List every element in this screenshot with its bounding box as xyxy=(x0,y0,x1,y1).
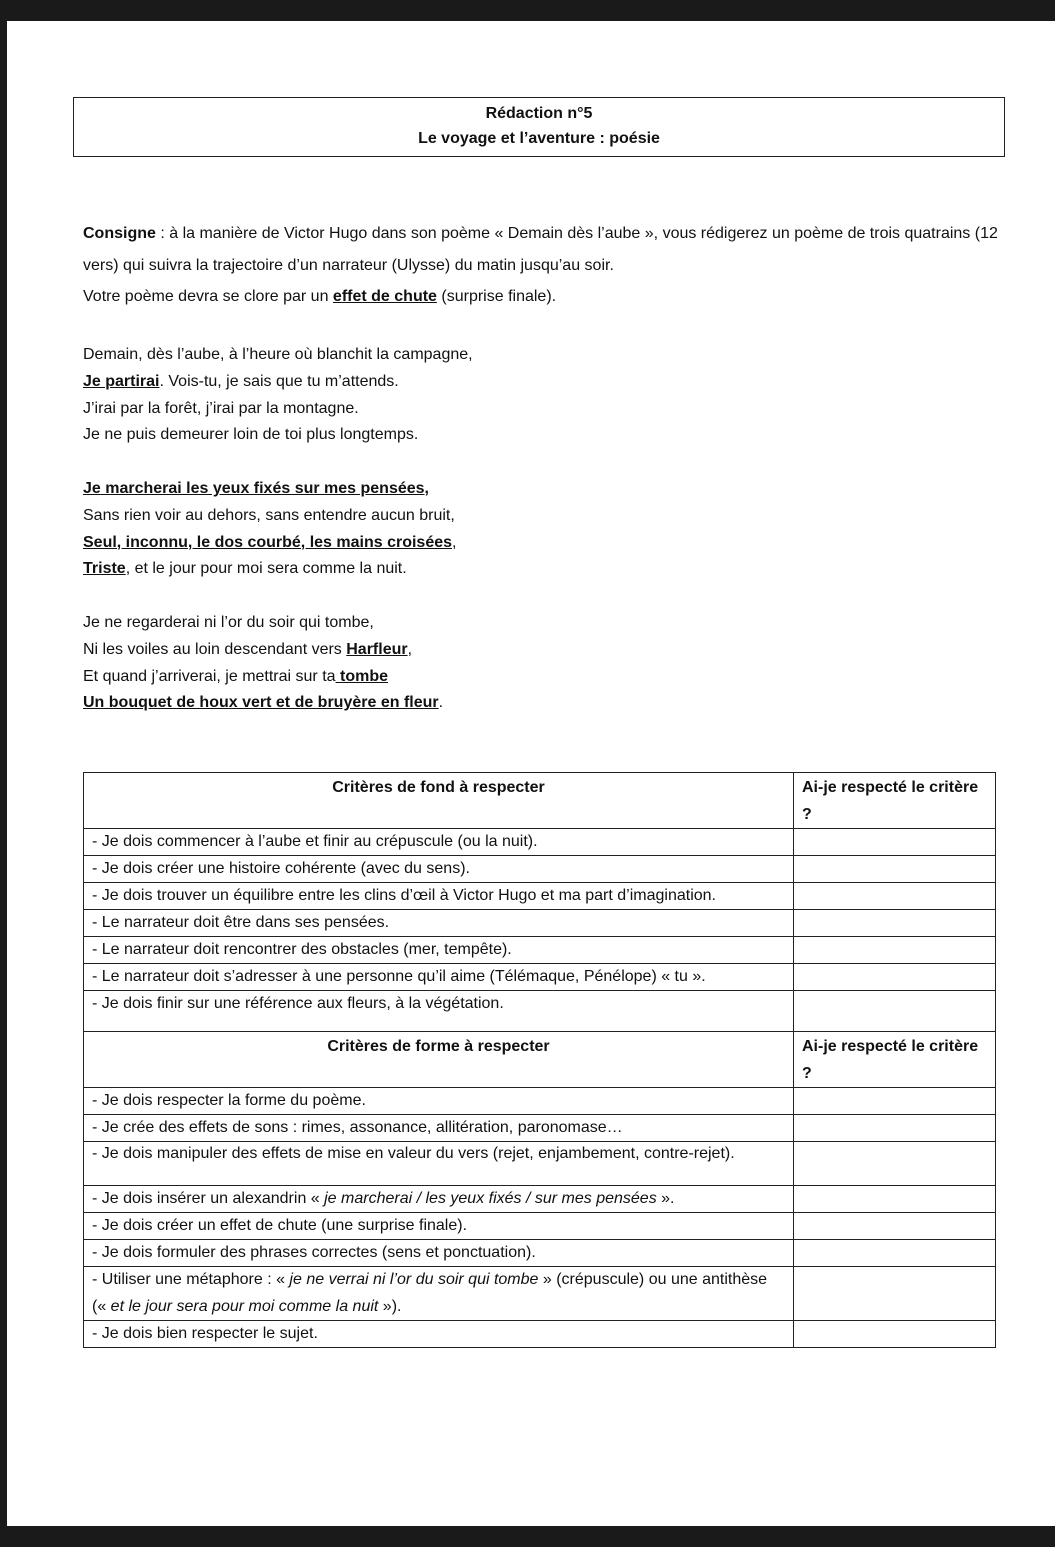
criterion-quote: je ne verrai ni l’or du soir qui tombe xyxy=(289,1271,539,1288)
criterion xyxy=(84,1267,794,1321)
criterion: - Je crée des effets de sons : rimes, assonance, allitération, paronomase… xyxy=(84,1115,794,1142)
underlined-phrase: Triste xyxy=(83,560,126,578)
poem-text: . xyxy=(438,694,444,712)
underlined-phrase: Je partirai xyxy=(83,372,160,390)
criterion: - Le narrateur doit rencontrer des obstacles (mer, tempête). xyxy=(84,937,794,964)
instructions-text: : à la manière de Victor Hugo dans son poème « Demain dès l’aube », vous rédigerez un poème de trois quatrains (12 vers) qui suivra la trajectoire d’un narrateur (Ulysse) du matin jusqu’au soir. xyxy=(83,225,998,274)
table-row xyxy=(84,1115,996,1142)
poem-text: , xyxy=(407,640,413,658)
criterion: - Le narrateur doit être dans ses pensées. xyxy=(84,910,794,937)
poem-line xyxy=(83,369,473,396)
table-row xyxy=(84,937,996,964)
poem-line xyxy=(83,556,456,583)
criterion-text: »). xyxy=(378,1297,402,1315)
poem-stanza-1 xyxy=(83,342,473,449)
criterion: - Je dois commencer à l’aube et finir au crépuscule (ou la nuit). xyxy=(84,829,794,856)
table-row xyxy=(84,1088,996,1115)
criterion: - Je dois respecter la forme du poème. xyxy=(84,1088,794,1115)
check-cell[interactable] xyxy=(794,1321,996,1348)
instructions-end-2: (surprise finale). xyxy=(436,288,557,305)
poem-line: Je marcherai les yeux fixés sur mes pensées, xyxy=(83,480,429,497)
check-cell[interactable] xyxy=(794,1186,996,1213)
criterion: - Je dois finir sur une référence aux fleurs, à la végétation. xyxy=(84,991,794,1032)
table-row xyxy=(84,856,996,883)
table-row xyxy=(84,1240,996,1267)
document-page xyxy=(7,21,1055,1526)
forme-header: Critères de forme à respecter xyxy=(84,1032,794,1088)
criterion: - Je dois formuler des phrases correctes (sens et ponctuation). xyxy=(84,1240,794,1267)
check-cell[interactable] xyxy=(794,964,996,991)
poem-text: . Vois-tu, je sais que tu m’attends. xyxy=(159,372,399,390)
poem-line xyxy=(83,530,456,557)
table-row xyxy=(84,1213,996,1240)
table-row xyxy=(84,1321,996,1348)
poem-line xyxy=(83,637,443,664)
poem-stanza-2 xyxy=(83,476,456,583)
criterion-text: - Utiliser une métaphore : « xyxy=(92,1271,290,1288)
table-row xyxy=(84,883,996,910)
criterion xyxy=(84,1186,794,1213)
table-row xyxy=(84,829,996,856)
table-header-row xyxy=(84,773,996,829)
table-row xyxy=(84,1142,996,1186)
fond-header: Critères de fond à respecter xyxy=(84,773,794,829)
poem-text: Ni les voiles au loin descendant vers xyxy=(83,640,347,658)
check-cell[interactable] xyxy=(794,1213,996,1240)
table-row xyxy=(84,910,996,937)
poem-line: Demain, dès l’aube, à l’heure où blanchit la campagne, xyxy=(83,346,473,363)
table-row xyxy=(84,964,996,991)
check-cell[interactable] xyxy=(794,1088,996,1115)
underlined-phrase: Un bouquet de houx vert et de bruyère en fleur xyxy=(83,694,439,712)
table-header-row xyxy=(84,1032,996,1088)
check-cell[interactable] xyxy=(794,1240,996,1267)
assignment-number: Rédaction n°5 xyxy=(485,105,593,122)
check-header: Ai-je respecté le critère ? xyxy=(794,773,996,829)
check-cell[interactable] xyxy=(794,1267,996,1321)
title-box xyxy=(73,97,1005,157)
poem-line xyxy=(83,690,443,717)
criterion: - Je dois créer un effet de chute (une surprise finale). xyxy=(84,1213,794,1240)
poem-line: Je ne puis demeurer loin de toi plus longtemps. xyxy=(83,426,419,444)
check-cell[interactable] xyxy=(794,937,996,964)
poem-line: Je ne regarderai ni l’or du soir qui tombe, xyxy=(83,614,374,631)
table-row xyxy=(84,1267,996,1321)
poem-text: Et quand j’arriverai, je mettrai sur ta xyxy=(83,667,336,685)
criterion-text: - Je dois insérer un alexandrin « xyxy=(92,1190,325,1207)
criterion: - Je dois créer une histoire cohérente (avec du sens). xyxy=(84,856,794,883)
poem-text: , et le jour pour moi sera comme la nuit. xyxy=(125,560,407,578)
check-cell[interactable] xyxy=(794,910,996,937)
underlined-phrase: Seul, inconnu, le dos courbé, les mains croisées xyxy=(83,533,453,551)
underlined-phrase: tombe xyxy=(335,667,388,685)
poem-stanza-3 xyxy=(83,610,443,717)
check-cell[interactable] xyxy=(794,883,996,910)
table-row xyxy=(84,991,996,1032)
check-cell[interactable] xyxy=(794,1142,996,1186)
criterion-quote: et le jour sera pour moi comme la nuit xyxy=(110,1297,379,1315)
poem-text: , xyxy=(452,533,457,551)
criterion: - Le narrateur doit s’adresser à une personne qu’il aime (Télémaque, Pénélope) « tu ». xyxy=(84,964,794,991)
criteria-table xyxy=(83,772,996,1348)
criterion-quote: je marcherai / les yeux fixés / sur mes pensées xyxy=(324,1190,657,1207)
check-header: Ai-je respecté le critère ? xyxy=(794,1032,996,1088)
check-cell[interactable] xyxy=(794,829,996,856)
instructions-end: Votre poème devra se clore par un xyxy=(83,288,333,305)
poem-line: J’irai par la forêt, j’irai par la montagne. xyxy=(83,399,359,417)
criterion-text: ». xyxy=(656,1190,675,1207)
instructions-label: Consigne xyxy=(83,225,156,242)
check-cell[interactable] xyxy=(794,1115,996,1142)
table-row xyxy=(84,1186,996,1213)
criterion: - Je dois bien respecter le sujet. xyxy=(84,1321,794,1348)
underlined-phrase: Harfleur xyxy=(346,640,408,658)
instructions xyxy=(83,218,1023,313)
poem-line xyxy=(83,664,443,691)
criterion: - Je dois manipuler des effets de mise en valeur du vers (rejet, enjambement, contre-rejet). xyxy=(84,1142,794,1186)
criterion-text: » (crépuscule) ou une antithèse (« xyxy=(92,1271,768,1315)
check-cell[interactable] xyxy=(794,991,996,1032)
assignment-theme: Le voyage et l’aventure : poésie xyxy=(418,130,660,147)
poem-line: Sans rien voir au dehors, sans entendre aucun bruit, xyxy=(83,506,455,524)
check-cell[interactable] xyxy=(794,856,996,883)
criterion: - Je dois trouver un équilibre entre les clins d’œil à Victor Hugo et ma part d’imagination. xyxy=(84,883,794,910)
effet-de-chute: effet de chute xyxy=(332,288,437,305)
